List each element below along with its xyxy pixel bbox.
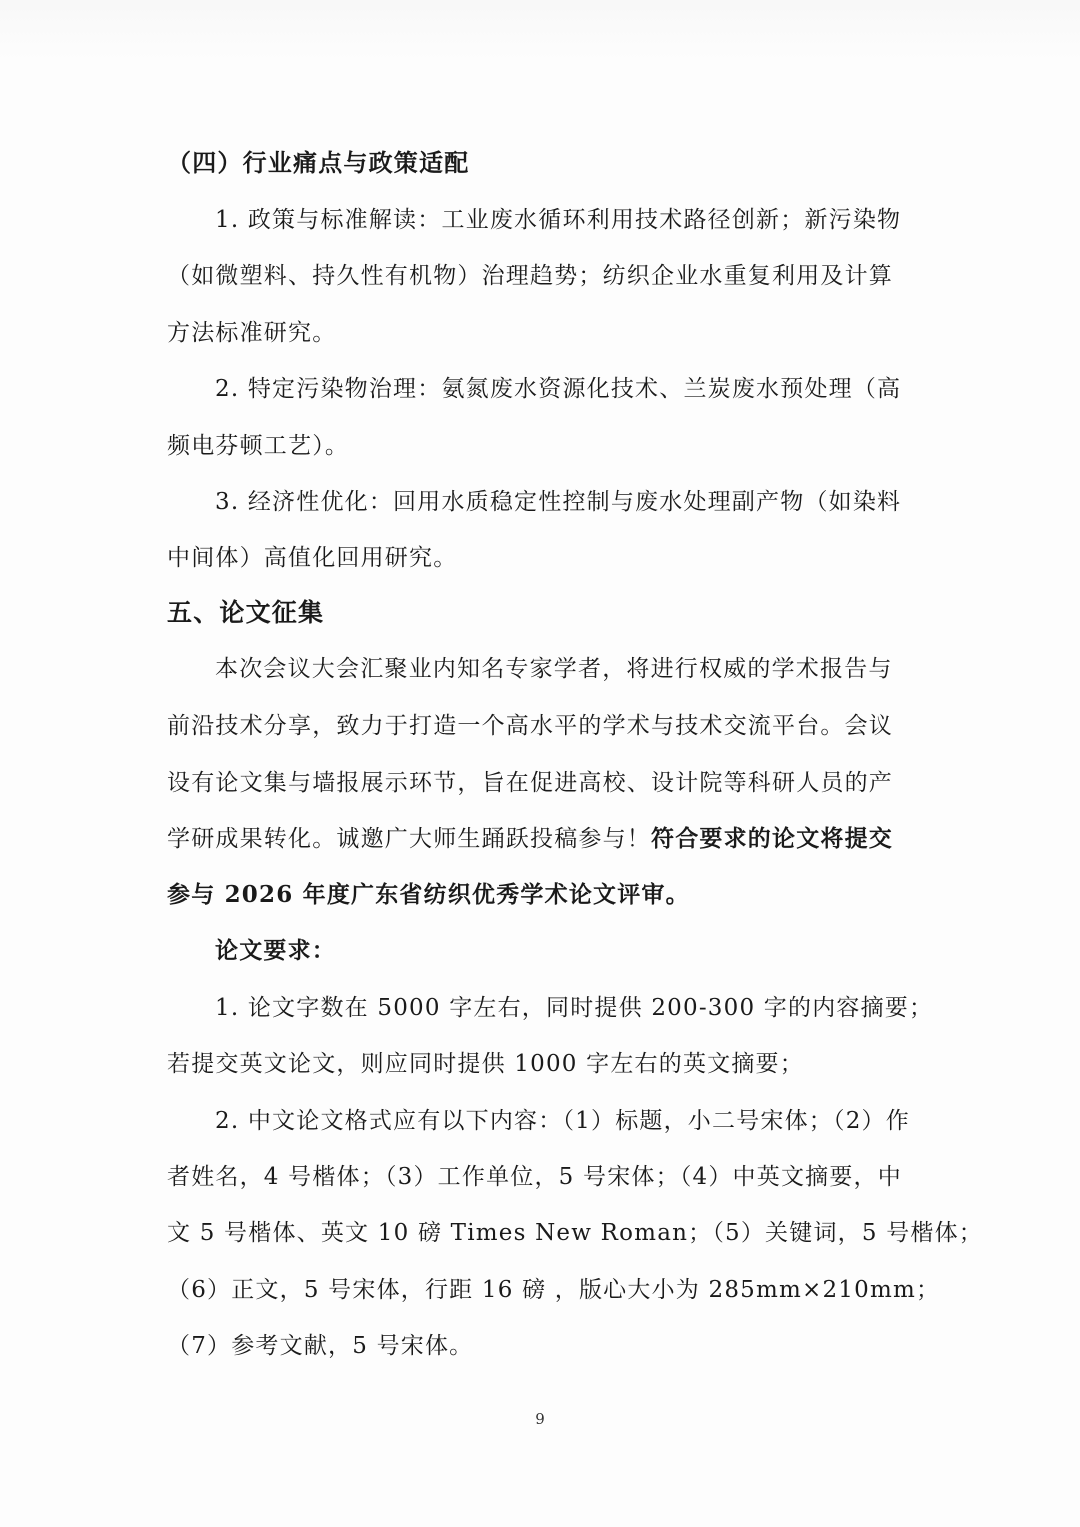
req-2-line-1: 2. 中文论文格式应有以下内容：（1）标题，小二号宋体；（2）作 [215,1108,910,1134]
intro-line-4-regular: 学研成果转化。诚邀广大师生踊跃投稿参与！ [167,826,651,852]
item-2-line-2: 频电芬顿工艺）。 [167,433,350,459]
page-number: 9 [535,1410,545,1428]
item-1-line-1: 1. 政策与标准解读：工业废水循环利用技术路径创新；新污染物 [215,207,902,233]
req-2-line-3: 文 5 号楷体、英文 10 磅 Times New Roman；（5）关键词，5 号楷体； [167,1220,983,1246]
req-1-line-2: 若提交英文论文，则应同时提供 1000 字左右的英文摘要； [167,1051,804,1077]
item-1-line-3: 方法标准研究。 [167,320,337,346]
intro-line-4 [167,824,912,854]
intro-line-2: 前沿技术分享，致力于打造一个高水平的学术与技术交流平台。会议 [167,713,893,739]
scan-shadow [0,0,1080,60]
intro-line-3: 设有论文集与墙报展示环节，旨在促进高校、设计院等科研人员的产 [167,770,893,796]
section-4-heading: （四）行业痛点与政策适配 [167,148,470,177]
req-2-line-5: （7）参考文献，5 号宋体。 [167,1333,474,1359]
req-1-line-1: 1. 论文字数在 5000 字左右，同时提供 200-300 字的内容摘要； [215,995,934,1021]
intro-bold-part-2: 参与 2026 年度广东省纺织优秀学术论文评审。 [167,881,690,908]
requirements-heading: 论文要求： [215,937,336,964]
item-1-line-2: （如微塑料、持久性有机物）治理趋势；纺织企业水重复利用及计算 [167,263,893,289]
req-2-line-2: 者姓名，4 号楷体；（3）工作单位，5 号宋体；（4）中英文摘要，中 [167,1164,902,1190]
item-2-line-1: 2. 特定污染物治理：氨氮废水资源化技术、兰炭废水预处理（高 [215,376,902,402]
item-3-line-1: 3. 经济性优化：回用水质稳定性控制与废水处理副产物（如染料 [215,489,902,515]
item-3-line-2: 中间体）高值化回用研究。 [167,545,458,571]
intro-line-1: 本次会议大会汇聚业内知名专家学者，将进行权威的学术报告与 [215,656,893,682]
section-5-heading: 五、论文征集 [167,598,325,627]
intro-bold-part-1: 符合要求的论文将提交 [651,825,893,852]
req-2-line-4: （6）正文，5 号宋体，行距 16 磅 ，版心大小为 285mm×210mm； [167,1277,941,1303]
